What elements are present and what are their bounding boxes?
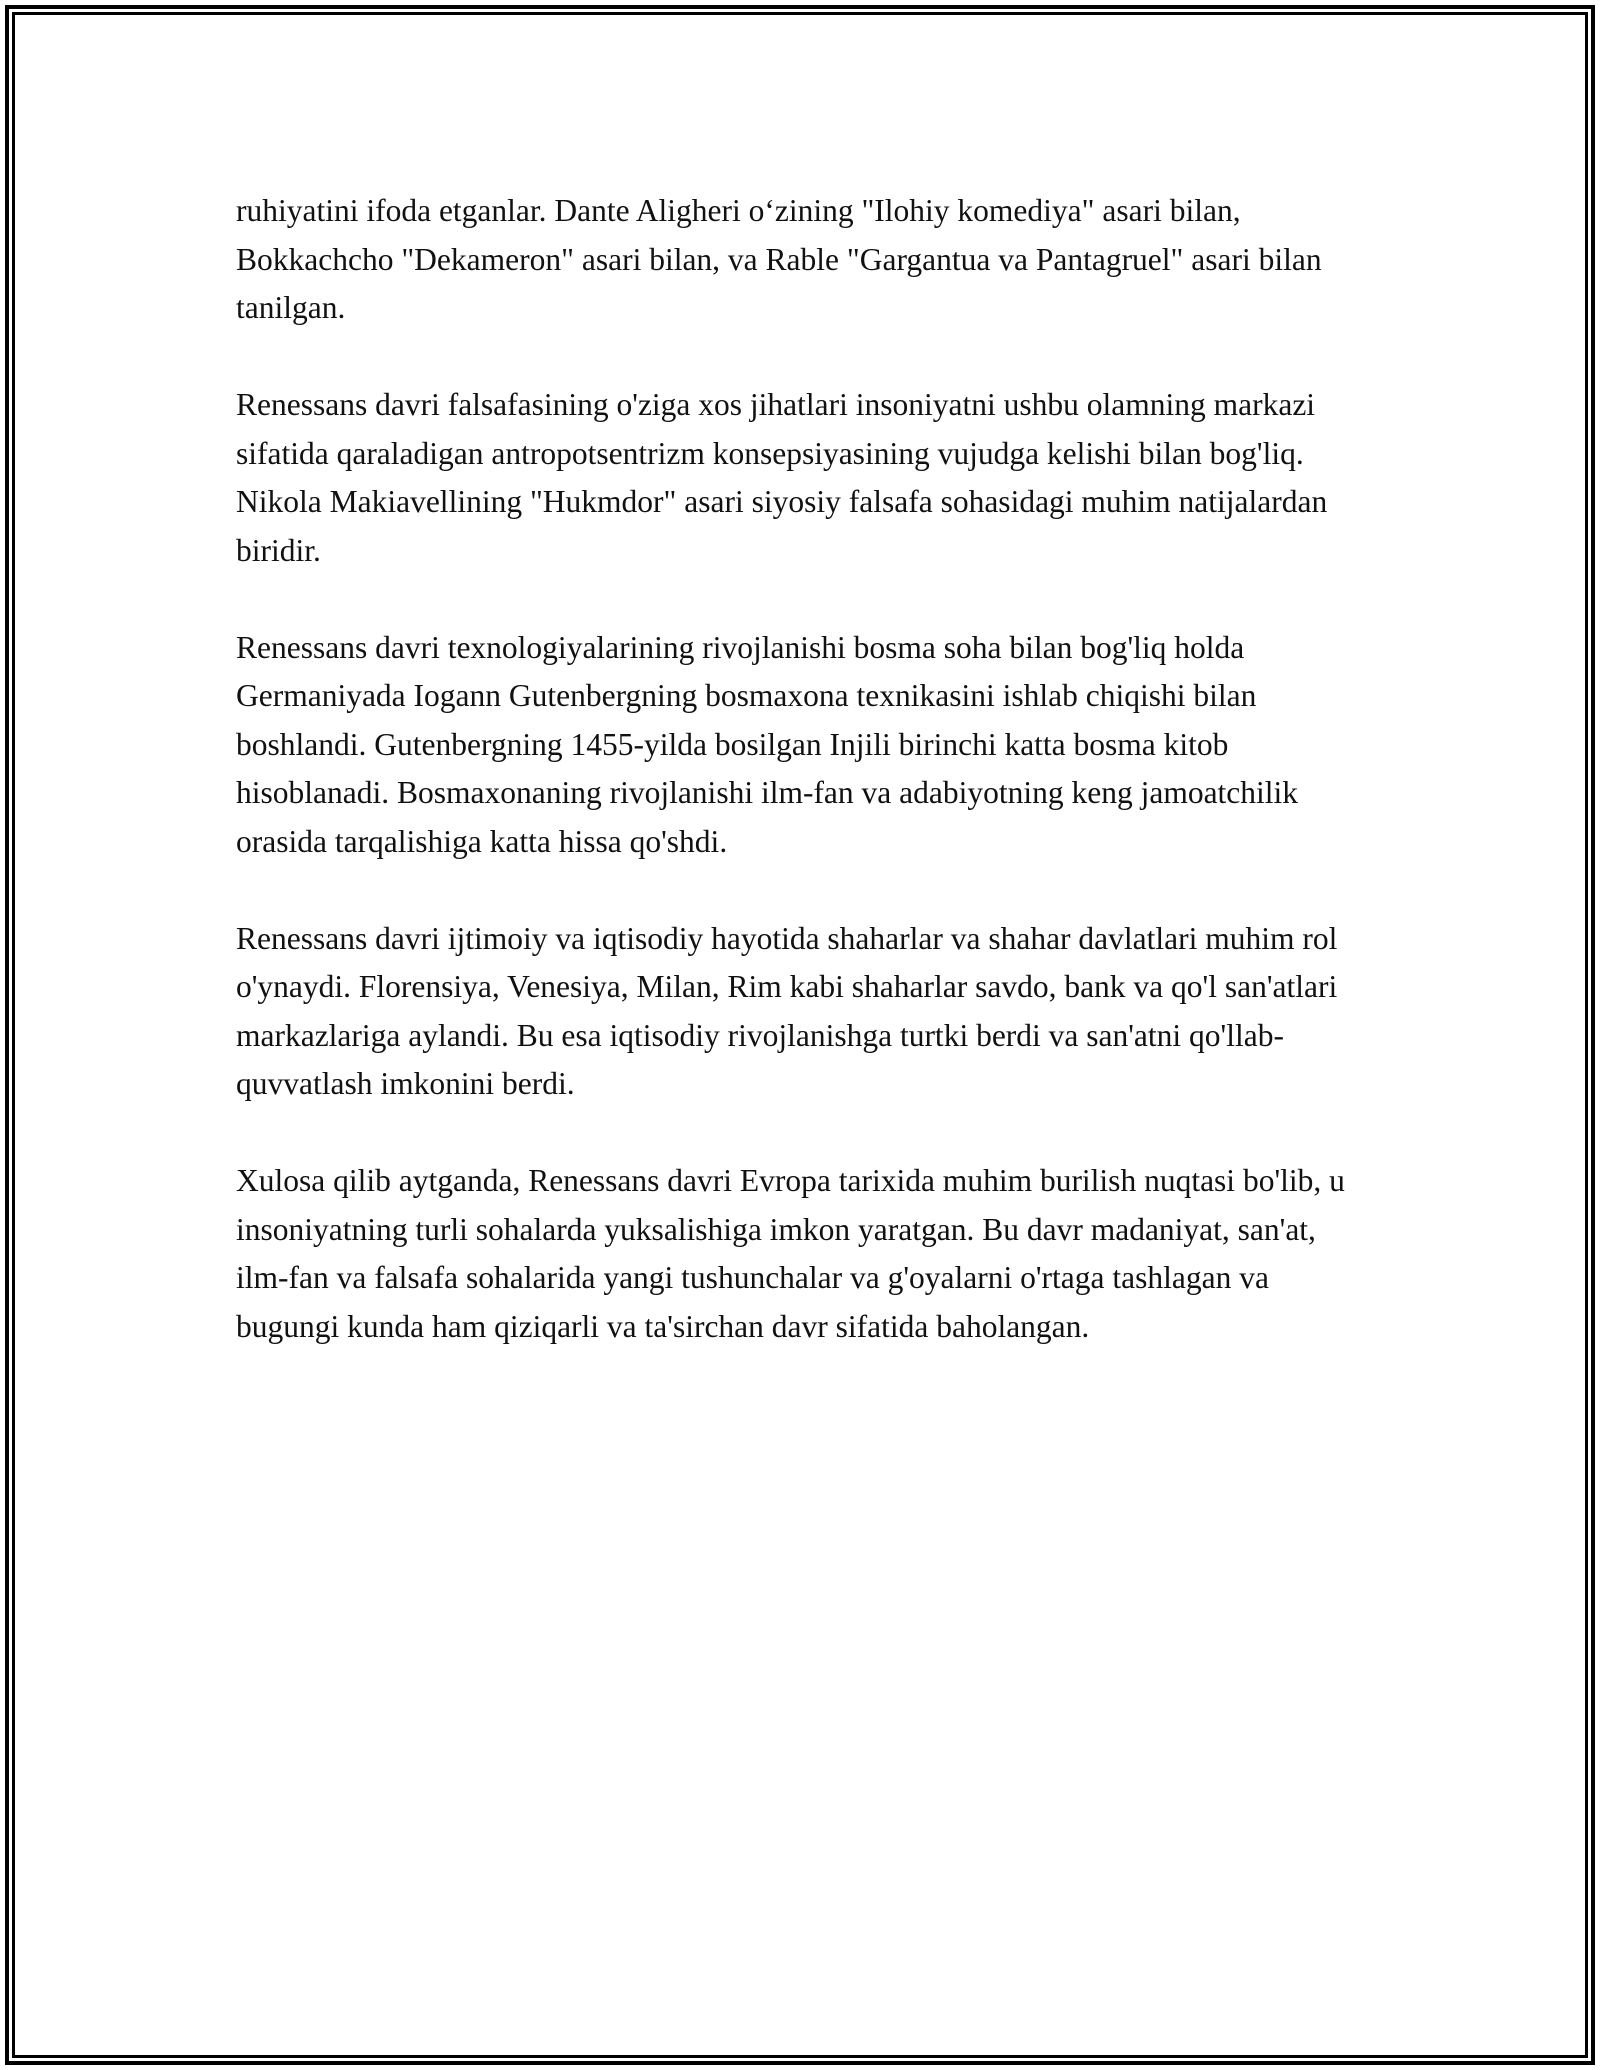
- document-body: [236, 187, 1366, 1400]
- paragraph-4: Renessans davri ijtimoiy va iqtisodiy hayotida shaharlar va shahar davlatlari muhim rol o'ynaydi. Florensiya, Venesiya, Milan, Rim kabi shaharlar savdo, bank va qo'l san'atlari markazlariga aylandi. Bu esa iqtisodiy rivojlanishga turtki berdi va san'atni qo'llab-quvvatlash imkonini berdi.: [236, 920, 1338, 1101]
- paragraph-1: ruhiyatini ifoda etganlar. Dante Aligheri o‘zining "Ilohiy komediya" asari bilan, Bokkachcho "Dekameron" asari bilan, va Rable "Gargantua va Pantagruel" asari bilan tanilgan.: [236, 193, 1322, 325]
- paragraph-5: Xulosa qilib aytganda, Renessans davri Evropa tarixida muhim burilish nuqtasi bo'lib, u insoniyatning turli sohalarda yuksalishiga imkon yaratgan. Bu davr madaniyat, san'at, ilm-fan va falsafa sohalarida yangi tushunchalar va g'oyalarni o'rtaga tashlagan va bugungi kunda ham qiziqarli va ta'sirchan davr sifatida baholangan.: [236, 1163, 1345, 1344]
- paragraph-2: Renessans davri falsafasining o'ziga xos jihatlari insoniyatni ushbu olamning markazi sifatida qaraladigan antropotsentrizm konsepsiyasining vujudga kelishi bilan bog'liq. Nikola Makiavellining "Hukmdor" asari siyosiy falsafa sohasidagi muhim natijalardan biridir.: [236, 387, 1328, 568]
- paragraph-3: Renessans davri texnologiyalarining rivojlanishi bosma soha bilan bog'liq holda Germaniyada Iogann Gutenbergning bosmaxona texnikasini ishlab chiqishi bilan boshlandi. Gutenbergning 1455-yilda bosilgan Injili birinchi katta bosma kitob hisoblanadi. Bosmaxonaning rivojlanishi ilm-fan va adabiyotning keng jamoatchilik orasida tarqalishiga katta hissa qo'shdi.: [236, 629, 1299, 859]
